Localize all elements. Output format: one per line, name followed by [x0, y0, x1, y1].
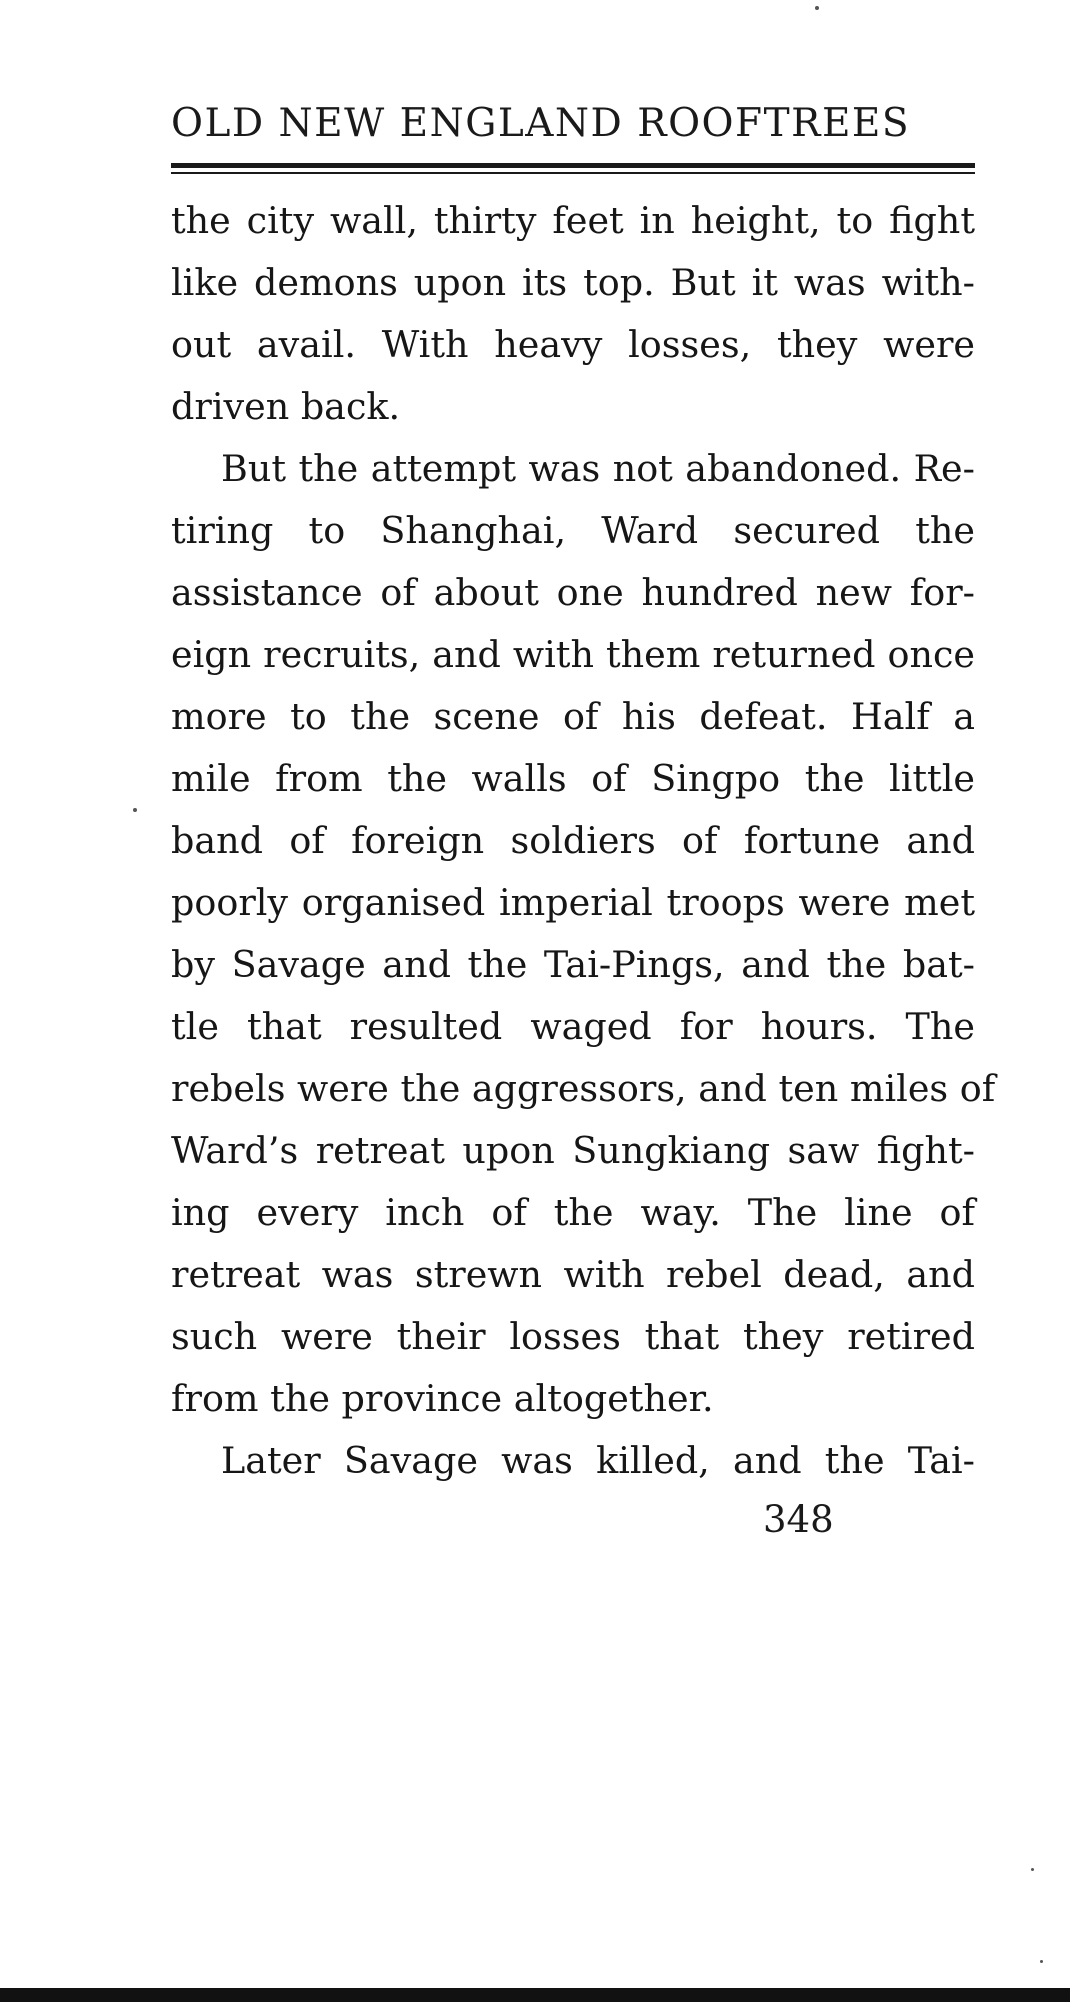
- text-line: from the province altogether.: [171, 1377, 714, 1420]
- scan-edge-bar: [0, 1988, 1070, 2002]
- scan-speck: [815, 6, 819, 10]
- text-line: assistance of about one hundred new for-: [171, 571, 975, 614]
- text-line: the city wall, thirty feet in height, to fight: [171, 199, 975, 242]
- text-line: Ward’s retreat upon Sungkiang saw fight-: [171, 1129, 975, 1172]
- text-line: ing every inch of the way. The line of: [171, 1191, 975, 1234]
- text-line: band of foreign soldiers of fortune and: [171, 819, 975, 862]
- text-line: out avail. With heavy losses, they were: [171, 323, 975, 366]
- scan-speck: [133, 808, 137, 812]
- text-line: like demons upon its top. But it was with-: [171, 261, 975, 304]
- text-line: such were their losses that they retired: [171, 1315, 975, 1358]
- text-line: But the attempt was not abandoned. Re-: [221, 447, 975, 490]
- text-line: poorly organised imperial troops were met: [171, 881, 975, 924]
- text-line: retreat was strewn with rebel dead, and: [171, 1253, 975, 1296]
- text-line: rebels were the aggressors, and ten miles of: [171, 1067, 996, 1110]
- scan-speck: [1040, 1960, 1043, 1963]
- text-line: mile from the walls of Singpo the little: [171, 757, 975, 800]
- text-line: tle that resulted waged for hours. The: [171, 1005, 975, 1048]
- text-line: tiring to Shanghai, Ward secured the: [171, 509, 975, 552]
- header-rule-thin: [171, 172, 975, 174]
- scan-speck: [1031, 1868, 1034, 1871]
- text-line: by Savage and the Tai-Pings, and the bat-: [171, 943, 975, 986]
- text-line: Later Savage was killed, and the Tai-: [221, 1439, 975, 1482]
- running-head: OLD NEW ENGLAND ROOFTREES: [171, 101, 911, 146]
- text-line: eign recruits, and with them returned once: [171, 633, 975, 676]
- text-line: more to the scene of his defeat. Half a: [171, 695, 975, 738]
- page-number: 348: [763, 1498, 834, 1541]
- text-line: driven back.: [171, 385, 401, 428]
- header-rule-thick: [171, 163, 975, 168]
